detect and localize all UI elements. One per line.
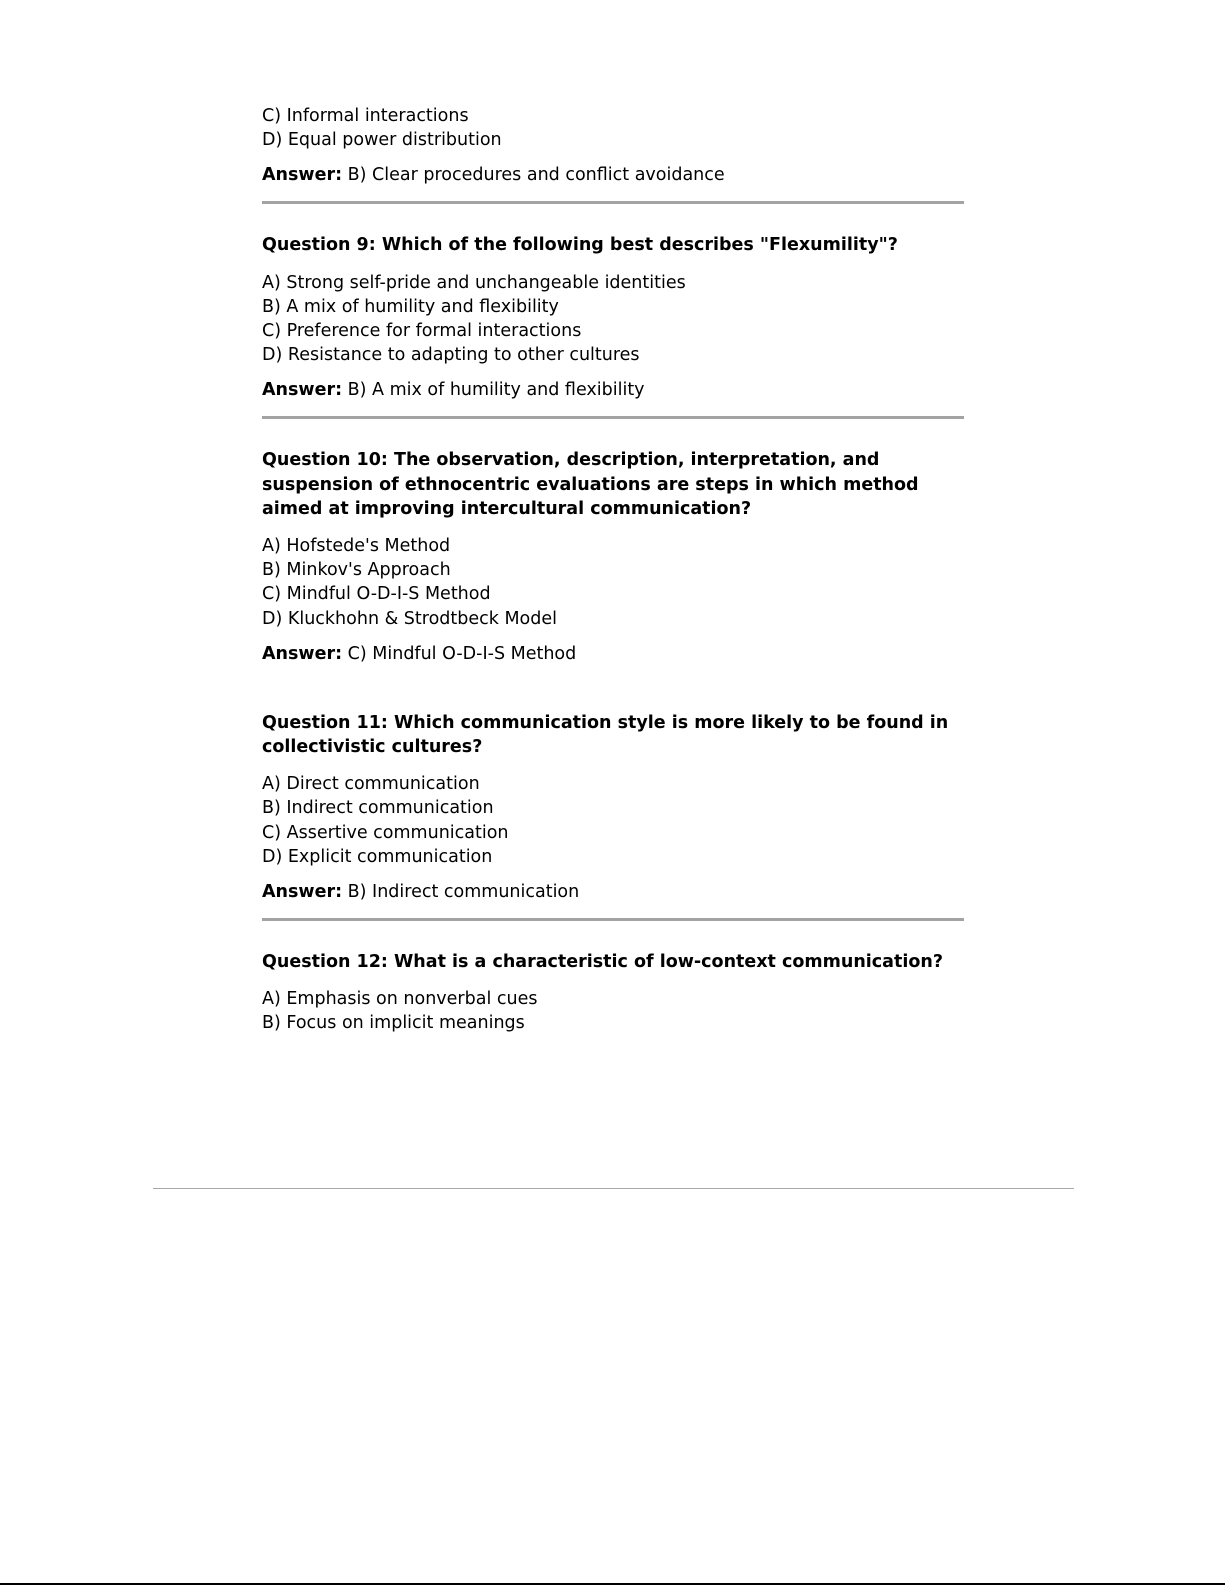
options-list xyxy=(262,987,964,1035)
option-b: B) Indirect communication xyxy=(262,798,494,819)
divider xyxy=(262,416,964,419)
footer-divider xyxy=(153,1188,1074,1189)
option-d: D) Equal power distribution xyxy=(262,130,502,151)
option-c: C) Preference for formal interactions xyxy=(262,321,582,342)
options-list xyxy=(262,772,964,869)
option-b: B) Focus on implicit meanings xyxy=(262,1013,525,1034)
option-d: D) Kluckhohn & Strodtbeck Model xyxy=(262,608,557,629)
answer-text: B) A mix of humility and flexibility xyxy=(342,380,645,401)
question-12 xyxy=(262,950,964,1036)
divider xyxy=(262,918,964,921)
answer-line xyxy=(262,880,964,904)
answer-line xyxy=(262,163,964,187)
options-list xyxy=(262,271,964,368)
option-c: C) Assertive communication xyxy=(262,822,509,843)
option-c: C) Mindful O-D-I-S Method xyxy=(262,584,491,605)
question-9 xyxy=(262,233,964,402)
answer-label: Answer: xyxy=(262,380,343,401)
answer-text: C) Mindful O-D-I-S Method xyxy=(342,643,577,664)
answer-label: Answer: xyxy=(262,882,343,903)
option-d: D) Resistance to adapting to other cultures xyxy=(262,345,640,366)
divider xyxy=(262,201,964,204)
option-c: C) Informal interactions xyxy=(262,106,469,126)
question-title: Question 12: What is a characteristic of low-context communication? xyxy=(262,952,943,973)
option-a: A) Emphasis on nonverbal cues xyxy=(262,989,538,1010)
question-title: Question 9: Which of the following best describes "Flexumility"? xyxy=(262,235,898,256)
question-11 xyxy=(262,711,964,904)
option-a: A) Hofstede's Method xyxy=(262,536,451,557)
option-b: B) Minkov's Approach xyxy=(262,560,451,581)
question-8-tail xyxy=(262,104,964,187)
answer-line xyxy=(262,378,964,402)
answer-text: B) Indirect communication xyxy=(342,882,580,903)
quiz-content xyxy=(262,104,964,1036)
answer-text: B) Clear procedures and conflict avoidance xyxy=(342,165,725,186)
option-a: A) Direct communication xyxy=(262,774,480,795)
option-a: A) Strong self-pride and unchangeable identities xyxy=(262,272,686,293)
answer-label: Answer: xyxy=(262,165,343,186)
options-list xyxy=(262,534,964,631)
question-title: Question 11: Which communication style is more likely to be found in collectivistic cultures? xyxy=(262,712,949,758)
question-10 xyxy=(262,448,964,665)
answer-label: Answer: xyxy=(262,643,343,664)
answer-line xyxy=(262,642,964,666)
option-b: B) A mix of humility and flexibility xyxy=(262,296,559,317)
option-d: D) Explicit communication xyxy=(262,846,493,867)
question-title: Question 10: The observation, description, interpretation, and suspension of ethnocentric evaluations are steps in which method aimed at improving intercultural communication? xyxy=(262,450,919,519)
